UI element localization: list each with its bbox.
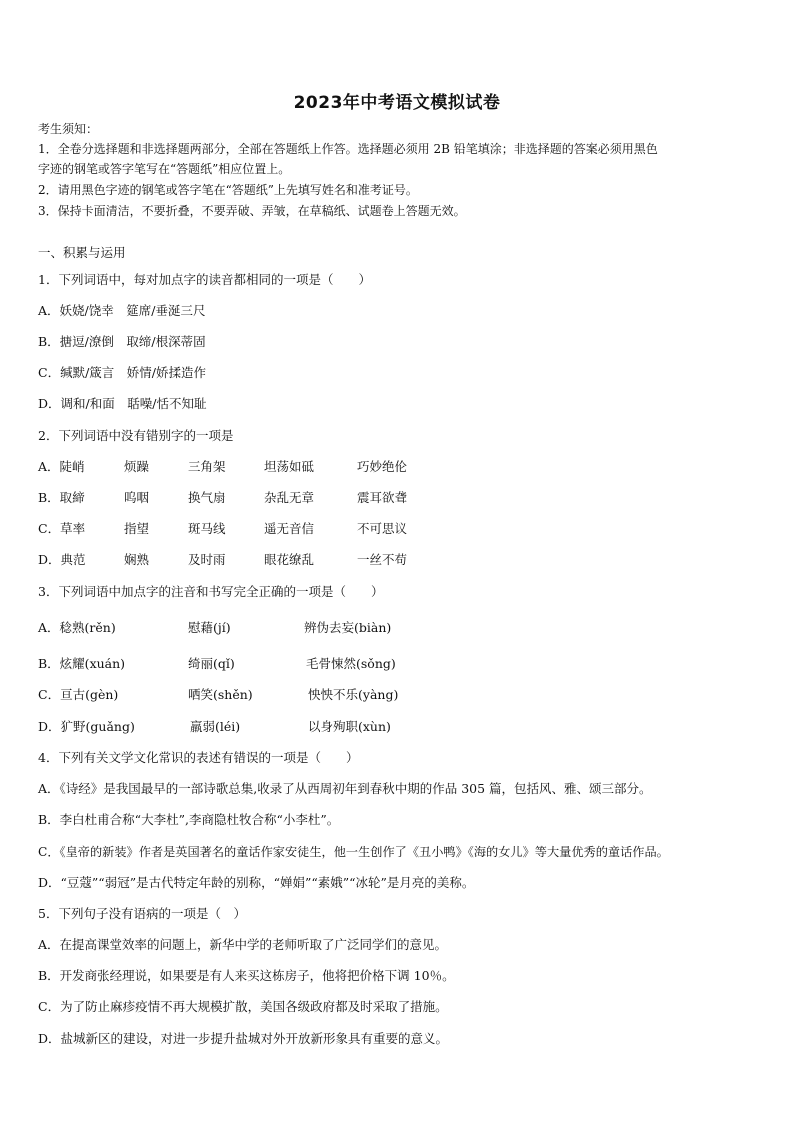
q2-a-word-2: 烦躁 — [124, 459, 150, 474]
q3-stem: 3．下列词语中加点字的注音和书写完全正确的一项是（ ） — [38, 584, 384, 599]
q2-stem: 2．下列词语中没有错别字的一项是 — [38, 428, 234, 443]
q4-option-a: A．《诗经》是我国最早的一部诗歌总集,收录了从西周初年到春秋中期的作品 305 篇，包括风、雅、颂三部分。 — [38, 781, 652, 796]
q2-d-word-4: 眼花缭乱 — [264, 552, 315, 567]
q2-d-word-2: 娴熟 — [124, 552, 150, 567]
q2-a-word-4: 坦荡如砥 — [264, 459, 315, 474]
q2-d-word-3: 及时雨 — [188, 552, 226, 567]
q5-option-b: B．开发商张经理说，如果要是有人来买这栋房子，他将把价格下调 10％。 — [38, 968, 455, 983]
q2-a-word-5: 巧妙绝伦 — [357, 459, 408, 474]
q2-b-word-3: 换气扇 — [188, 490, 226, 505]
q3-d-item-1: D．犷野(guǎng) — [38, 719, 135, 734]
q2-c-word-2: 指望 — [124, 521, 150, 536]
q5-option-c: C．为了防止麻疹疫情不再大规模扩散，美国各级政府都及时采取了措施。 — [38, 999, 448, 1014]
q2-b-word-2: 呜咽 — [124, 490, 150, 505]
q2-d-word-1: D．典范 — [38, 552, 86, 567]
notice-heading: 考生须知： — [38, 122, 99, 136]
q2-a-word-3: 三角架 — [188, 459, 226, 474]
q3-a-item-3: 辨伪去妄(biàn) — [304, 620, 392, 635]
q3-c-item-1: C．亘古(gèn) — [38, 687, 119, 702]
q2-c-word-1: C．草率 — [38, 521, 86, 536]
q3-d-item-2: 羸弱(léi) — [190, 719, 241, 734]
q3-b-item-3: 毛骨悚然(sǒng) — [306, 656, 396, 671]
q3-b-item-2: 绮丽(qǐ) — [188, 656, 235, 671]
q5-option-a: A．在提高课堂效率的问题上，新华中学的老师听取了广泛同学们的意见。 — [38, 937, 448, 952]
q3-a-item-2: 慰藉(jí) — [188, 620, 231, 635]
q2-a-word-1: A．陡峭 — [38, 459, 85, 474]
q4-option-d: D．“豆蔻”“弱冠”是古代特定年龄的别称，“婵娟”“素娥”“冰轮”是月亮的美称。 — [38, 875, 475, 890]
q3-a-item-1: A．稔熟(rěn) — [38, 620, 116, 635]
q1-option-c: C．缄默/箴言 娇情/娇揉造作 — [38, 365, 206, 380]
q2-b-word-1: B．取締 — [38, 490, 85, 505]
q1-stem: 1．下列词语中，每对加点字的读音都相同的一项是（ ） — [38, 272, 371, 287]
q3-c-item-2: 哂笑(shěn) — [188, 687, 253, 702]
q3-d-item-3: 以身殉职(xùn) — [308, 719, 391, 734]
q4-stem: 4．下列有关文学文化常识的表述有错误的一项是（ ） — [38, 750, 359, 765]
notice-line-4: 3．保持卡面清洁，不要折叠，不要弄破、弄皱，在草稿纸、试题卷上答题无效。 — [38, 204, 466, 218]
notice-line-1: 1．全卷分选择题和非选择题两部分，全部在答题纸上作答。选择题必须用 2B 铅笔填涂；非选择题的答案必须用黑色 — [38, 142, 658, 156]
q4-option-b: B．李白杜甫合称“大李杜”,李商隐杜牧合称“小李杜”。 — [38, 812, 340, 827]
q3-b-item-1: B．炫耀(xuán) — [38, 656, 126, 671]
page-title: 2023年中考语文模拟试卷 — [293, 93, 501, 113]
q1-option-a: A．妖娆/饶幸 筵席/垂涎三尺 — [38, 303, 206, 318]
q2-c-word-3: 斑马线 — [188, 521, 226, 536]
q2-d-word-5: 一丝不苟 — [357, 552, 408, 567]
q3-c-item-3: 怏怏不乐(yàng) — [308, 687, 399, 702]
notice-line-2: 字迹的钢笔或答字笔写在“答题纸”相应位置上。 — [38, 162, 291, 176]
q5-stem: 5．下列句子没有语病的一项是（ ） — [38, 906, 246, 921]
q4-option-c: C．《皇帝的新装》作者是英国著名的童话作家安徒生，他一生创作了《丑小鸭》《海的女儿》等大量优秀的童话作品。 — [38, 845, 669, 859]
q2-b-word-4: 杂乱无章 — [264, 490, 315, 505]
q1-option-b: B．搪逗/潦倒 取缔/根深蒂固 — [38, 334, 206, 349]
notice-line-3: 2．请用黑色字迹的钢笔或答字笔在“答题纸”上先填写姓名和准考证号。 — [38, 183, 418, 197]
section-heading: 一、积累与运用 — [38, 245, 126, 260]
q2-b-word-5: 震耳欲聋 — [357, 490, 408, 505]
q5-option-d: D．盐城新区的建设，对进一步提升盐城对外开放新形象具有重要的意义。 — [38, 1031, 449, 1046]
q2-c-word-5: 不可思议 — [357, 521, 408, 536]
q2-c-word-4: 遥无音信 — [264, 521, 315, 536]
q1-option-d: D．调和/和面 聒噪/恬不知耻 — [38, 396, 207, 411]
